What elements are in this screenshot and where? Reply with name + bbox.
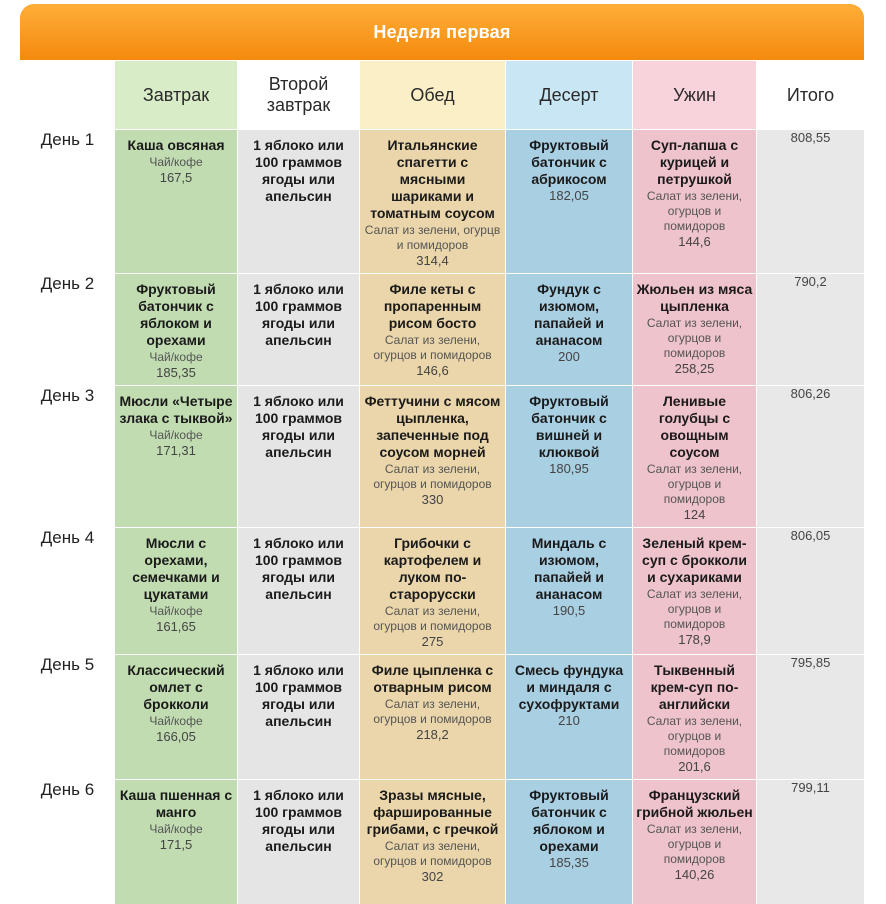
lunch-kcal: 146,6 [363,363,502,379]
dessert-kcal: 190,5 [509,603,629,619]
breakfast-dish: Фруктовый батончик с яблоком и орехами [118,281,234,349]
dessert-dish: Фруктовый батончик с вишней и клюквой [509,393,629,461]
lunch-kcal: 218,2 [363,727,502,743]
day-label: День 6 [21,780,115,904]
snack-dish: 1 яблоко или 100 граммов ягоды или апельсин [241,137,356,205]
dinner-note: Салат из зелени, огурцов и помидоров [636,462,753,507]
breakfast-dish: Каша овсяная [118,137,234,154]
header-row [21,61,865,130]
header-day [21,61,115,130]
header-total: Итого [757,61,865,130]
breakfast-cell [115,780,238,904]
snack-cell [238,655,360,780]
lunch-note: Салат из зелени, огурцв и помидоров [363,223,502,253]
dinner-note: Салат из зелени, огурцов и помидоров [636,714,753,759]
total-cell: 790,2 [757,274,865,386]
lunch-note: Салат из зелени, огурцов и помидоров [363,839,502,869]
lunch-kcal: 275 [363,634,502,650]
lunch-cell [360,386,506,528]
lunch-dish: Филе кеты с пропаренным рисом босто [363,281,502,332]
breakfast-dish: Мюсли «Четыре злака с тыквой» [118,393,234,427]
total-cell: 806,05 [757,528,865,655]
lunch-note: Салат из зелени, огурцов и помидоров [363,697,502,727]
day-label: День 1 [21,130,115,274]
dinner-cell [633,274,757,386]
dessert-cell [506,528,633,655]
dinner-cell [633,655,757,780]
dinner-kcal: 258,25 [636,361,753,377]
dinner-dish: Зеленый крем-суп с брокколи и сухариками [636,535,753,586]
lunch-cell [360,130,506,274]
dinner-cell [633,130,757,274]
dinner-dish: Жюльен из мяса цыпленка [636,281,753,315]
dessert-dish: Смесь фундука и миндаля с сухофруктами [509,662,629,713]
table-title: Неделя первая [20,4,864,60]
dinner-dish: Тыквенный крем-суп по-английски [636,662,753,713]
header-breakfast: Завтрак [115,61,238,130]
header-dinner: Ужин [633,61,757,130]
breakfast-kcal: 171,5 [118,837,234,853]
dinner-kcal: 124 [636,507,753,523]
table-row [21,130,865,274]
dessert-cell [506,274,633,386]
lunch-kcal: 330 [363,492,502,508]
breakfast-note: Чай/кофе [118,428,234,443]
snack-cell [238,386,360,528]
total-cell: 795,85 [757,655,865,780]
breakfast-note: Чай/кофе [118,350,234,365]
snack-dish: 1 яблоко или 100 граммов ягоды или апельсин [241,662,356,730]
meal-plan [20,4,864,904]
dessert-kcal: 200 [509,349,629,365]
breakfast-dish: Мюсли с орехами, семечками и цукатами [118,535,234,603]
dinner-cell [633,528,757,655]
table-row [21,655,865,780]
snack-cell [238,780,360,904]
breakfast-kcal: 171,31 [118,443,234,459]
lunch-cell [360,780,506,904]
header-lunch: Обед [360,61,506,130]
breakfast-note: Чай/кофе [118,714,234,729]
breakfast-note: Чай/кофе [118,604,234,619]
dessert-dish: Фруктовый батончик с яблоком и орехами [509,787,629,855]
header-second-breakfast: Второй завтрак [238,61,360,130]
breakfast-kcal: 166,05 [118,729,234,745]
lunch-cell [360,655,506,780]
snack-cell [238,528,360,655]
day-label: День 5 [21,655,115,780]
table-row [21,386,865,528]
snack-dish: 1 яблоко или 100 граммов ягоды или апельсин [241,787,356,855]
lunch-dish: Филе цыпленка с отварным рисом [363,662,502,696]
breakfast-dish: Классический омлет с брокколи [118,662,234,713]
snack-dish: 1 яблоко или 100 граммов ягоды или апельсин [241,393,356,461]
breakfast-kcal: 167,5 [118,170,234,186]
header-dessert: Десерт [506,61,633,130]
dinner-note: Салат из зелени, огурцов и помидоров [636,189,753,234]
day-label: День 3 [21,386,115,528]
dessert-dish: Миндаль с изюмом, папайей и ананасом [509,535,629,603]
dessert-kcal: 180,95 [509,461,629,477]
table-row [21,528,865,655]
breakfast-cell [115,386,238,528]
total-cell: 808,55 [757,130,865,274]
dessert-kcal: 182,05 [509,188,629,204]
dinner-kcal: 140,26 [636,867,753,883]
lunch-cell [360,528,506,655]
snack-dish: 1 яблоко или 100 граммов ягоды или апельсин [241,535,356,603]
lunch-dish: Итальянские спагетти с мясными шариками и томатным соусом [363,137,502,222]
dinner-note: Салат из зелени, огурцов и помидоров [636,587,753,632]
dessert-cell [506,655,633,780]
lunch-note: Салат из зелени, огурцов и помидоров [363,604,502,634]
dinner-dish: Суп-лапша с курицей и петрушкой [636,137,753,188]
snack-cell [238,274,360,386]
dessert-cell [506,386,633,528]
dinner-cell [633,386,757,528]
breakfast-cell [115,528,238,655]
total-cell: 799,11 [757,780,865,904]
lunch-note: Салат из зелени, огурцов и помидоров [363,462,502,492]
dessert-cell [506,130,633,274]
table-row [21,274,865,386]
lunch-dish: Грибочки с картофелем и луком по-старорусски [363,535,502,603]
dessert-dish: Фруктовый батончик с абрикосом [509,137,629,188]
breakfast-kcal: 185,35 [118,365,234,381]
dinner-kcal: 201,6 [636,759,753,775]
lunch-dish: Феттучини с мясом цыпленка, запеченные под соусом морней [363,393,502,461]
dessert-kcal: 185,35 [509,855,629,871]
dessert-kcal: 210 [509,713,629,729]
total-cell: 806,26 [757,386,865,528]
breakfast-cell [115,655,238,780]
dessert-cell [506,780,633,904]
lunch-note: Салат из зелени, огурцов и помидоров [363,333,502,363]
dessert-dish: Фундук с изюмом, папайей и ананасом [509,281,629,349]
table-row [21,780,865,904]
breakfast-dish: Каша пшенная с манго [118,787,234,821]
snack-dish: 1 яблоко или 100 граммов ягоды или апельсин [241,281,356,349]
lunch-kcal: 314,4 [363,253,502,269]
dinner-kcal: 144,6 [636,234,753,250]
dinner-note: Салат из зелени, огурцов и помидоров [636,316,753,361]
meal-table [20,60,864,904]
lunch-kcal: 302 [363,869,502,885]
lunch-cell [360,274,506,386]
dinner-dish: Ленивые голубцы с овощным соусом [636,393,753,461]
dinner-kcal: 178,9 [636,632,753,648]
breakfast-cell [115,130,238,274]
dinner-cell [633,780,757,904]
breakfast-note: Чай/кофе [118,155,234,170]
breakfast-cell [115,274,238,386]
snack-cell [238,130,360,274]
dinner-dish: Французский грибной жюльен [636,787,753,821]
dinner-note: Салат из зелени, огурцов и помидоров [636,822,753,867]
breakfast-kcal: 161,65 [118,619,234,635]
day-label: День 4 [21,528,115,655]
breakfast-note: Чай/кофе [118,822,234,837]
lunch-dish: Зразы мясные, фаршированные грибами, с гречкой [363,787,502,838]
day-label: День 2 [21,274,115,386]
